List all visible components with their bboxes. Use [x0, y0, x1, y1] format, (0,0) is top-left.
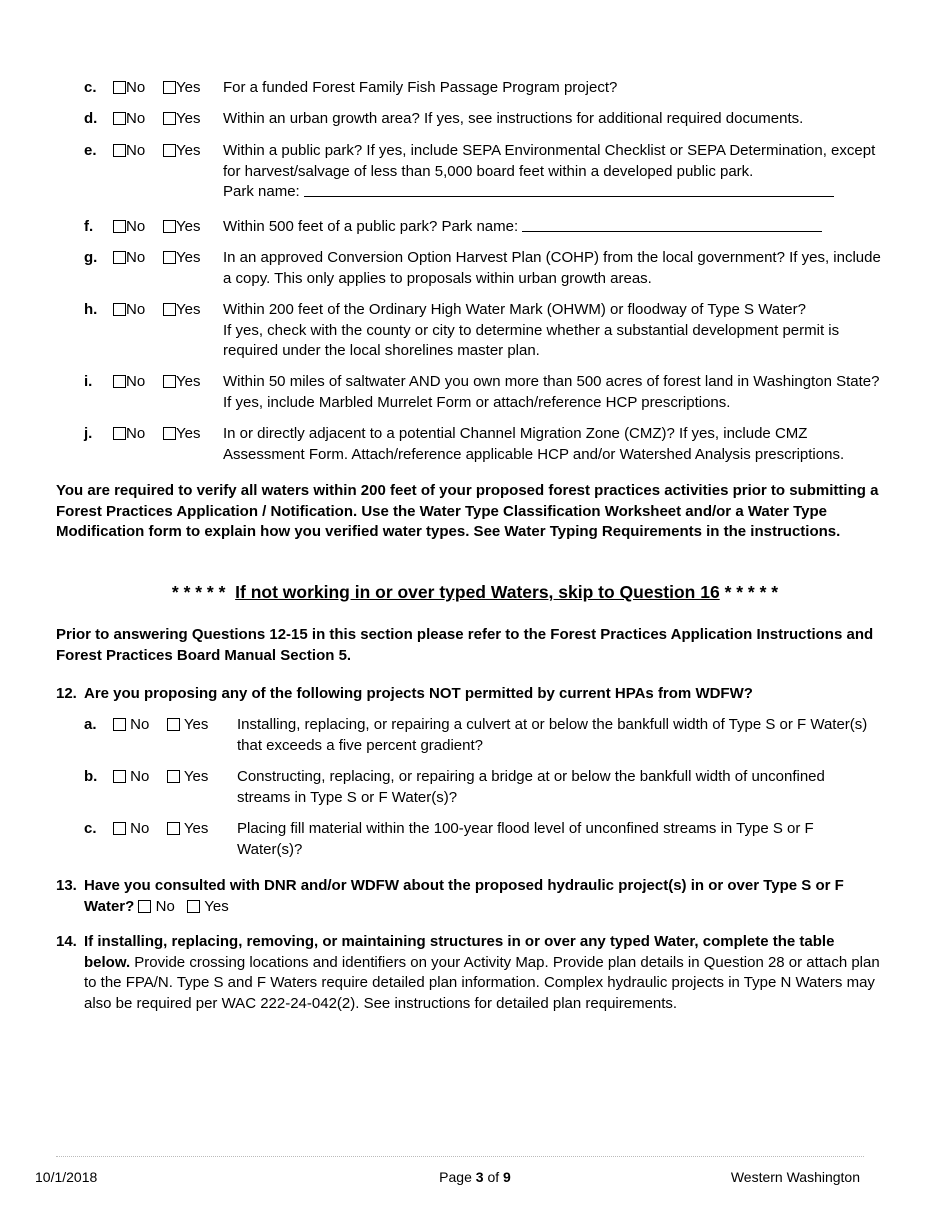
- yes-checkbox[interactable]: [163, 303, 176, 316]
- no-option[interactable]: No: [138, 898, 174, 915]
- no-option[interactable]: No: [113, 78, 145, 99]
- item-letter: f.: [84, 218, 94, 235]
- yes-checkbox[interactable]: [167, 822, 180, 835]
- verify-waters-paragraph: You are required to verify all waters within 200 feet of your proposed forest practices activities prior to submitting a Forest Practices Application / Notification. Use the Water Type Classification Worksheet and/or a Water Type Modification form to explain how you verified water types. See Water Typing Requirements in the instructions.: [56, 482, 879, 540]
- yes-option[interactable]: Yes: [163, 372, 200, 393]
- item-letter: b.: [84, 768, 98, 785]
- park-name-field[interactable]: [304, 182, 834, 197]
- no-option[interactable]: No: [113, 424, 145, 445]
- item-text: For a funded Forest Family Fish Passage Program project?: [223, 79, 618, 96]
- skip-stars-right: * * * * *: [724, 582, 779, 602]
- no-option[interactable]: No: [113, 767, 149, 788]
- item-text: Within 50 miles of saltwater AND you own more than 500 acres of forest land in Washington State? If yes, include Marbled Murrelet Form or attach/reference HCP prescriptions.: [223, 373, 880, 411]
- item-letter: i.: [84, 373, 93, 390]
- item-letter: c.: [84, 79, 97, 96]
- no-option[interactable]: No: [113, 300, 145, 321]
- yes-checkbox[interactable]: [163, 144, 176, 157]
- item-text: In or directly adjacent to a potential Channel Migration Zone (CMZ)? If yes, include CMZ Assessment Form. Attach/reference applicable HCP and/or Watershed Analysis prescriptions.: [223, 425, 845, 463]
- item-letter: d.: [84, 110, 98, 127]
- item-letter: c.: [84, 820, 97, 837]
- no-checkbox[interactable]: [113, 427, 126, 440]
- item-text: Installing, replacing, or repairing a culvert at or below the bankfull width of Type S or F Water(s) that exceeds a five percent gradient?: [237, 716, 868, 754]
- yes-checkbox[interactable]: [163, 375, 176, 388]
- park-name-field[interactable]: [522, 217, 822, 232]
- skip-stars-left: * * * * *: [171, 582, 226, 602]
- no-checkbox[interactable]: [113, 144, 126, 157]
- item-letter: j.: [84, 425, 93, 442]
- item-text: Constructing, replacing, or repairing a bridge at or below the bankfull width of unconfined streams in Type S or F Water(s)?: [237, 768, 825, 806]
- yes-option[interactable]: Yes: [163, 141, 200, 162]
- yes-option[interactable]: Yes: [163, 248, 200, 269]
- yes-checkbox[interactable]: [163, 112, 176, 125]
- no-option[interactable]: No: [113, 372, 145, 393]
- no-option[interactable]: No: [113, 141, 145, 162]
- no-checkbox[interactable]: [113, 770, 126, 783]
- item-text: Within 200 feet of the Ordinary High Water Mark (OHWM) or floodway of Type S Water?: [223, 301, 806, 318]
- no-checkbox[interactable]: [138, 900, 151, 913]
- no-checkbox[interactable]: [113, 303, 126, 316]
- item-text: Within 500 feet of a public park? Park name:: [223, 218, 519, 235]
- no-option[interactable]: No: [113, 109, 145, 130]
- item-letter: h.: [84, 301, 98, 318]
- yes-option[interactable]: Yes: [167, 819, 208, 840]
- item-text: Within a public park? If yes, include SEPA Environmental Checklist or SEPA Determination, except for harvest/salvage of less than 5,000 board feet within a developed public park.: [223, 142, 876, 180]
- no-checkbox[interactable]: [113, 251, 126, 264]
- yes-option[interactable]: Yes: [163, 78, 200, 99]
- item-text-continued: If yes, check with the county or city to determine whether a substantial development permit is required under the local shorelines master plan.: [223, 321, 840, 359]
- question-text: Provide crossing locations and identifiers on your Activity Map. Provide plan details in Question 28 or attach plan to the FPA/N. Type S and F Waters require detailed plan information. Complex hydraulic projects in Type N Waters may also be required per WAC 222-24-042(2). See instructions for detailed plan requirements.: [84, 953, 880, 1012]
- yes-option[interactable]: Yes: [163, 424, 200, 445]
- skip-notice-text: If not working in or over typed Waters, skip to Question 16: [235, 582, 720, 602]
- item-text: Placing fill material within the 100-year flood level of unconfined streams in Type S or F Water(s)?: [237, 820, 814, 858]
- yes-checkbox[interactable]: [187, 900, 200, 913]
- footer-divider: [56, 1156, 864, 1157]
- item-text: In an approved Conversion Option Harvest Plan (COHP) from the local government? If yes, include a copy. This only applies to proposals within urban growth areas.: [223, 249, 881, 287]
- footer-region: Western Washington: [730, 1169, 860, 1185]
- question-number: 12.: [56, 685, 77, 702]
- item-letter: e.: [84, 142, 97, 159]
- question-text: Are you proposing any of the following projects NOT permitted by current HPAs from WDFW?: [84, 685, 753, 702]
- skip-notice: [0, 582, 950, 603]
- footer-page-number: Page 3 of 9: [439, 1169, 511, 1185]
- yes-checkbox[interactable]: [163, 81, 176, 94]
- no-checkbox[interactable]: [113, 81, 126, 94]
- question-text-bold: If installing, replacing, removing, or maintaining structures in or over any typed Water, complete the table below.: [84, 933, 835, 971]
- no-checkbox[interactable]: [113, 718, 126, 731]
- yes-checkbox[interactable]: [163, 251, 176, 264]
- yes-option[interactable]: Yes: [167, 767, 208, 788]
- prior-instructions-paragraph: Prior to answering Questions 12-15 in this section please refer to the Forest Practices Application Instructions and Forest Practices Board Manual Section 5.: [56, 626, 874, 664]
- yes-checkbox[interactable]: [167, 770, 180, 783]
- yes-checkbox[interactable]: [163, 220, 176, 233]
- yes-option[interactable]: Yes: [163, 109, 200, 130]
- no-checkbox[interactable]: [113, 220, 126, 233]
- yes-checkbox[interactable]: [163, 427, 176, 440]
- yes-option[interactable]: Yes: [187, 898, 228, 915]
- item-letter: a.: [84, 716, 97, 733]
- question-number: 13.: [56, 877, 77, 894]
- no-option[interactable]: No: [113, 217, 145, 238]
- no-option[interactable]: No: [113, 715, 149, 736]
- park-name-label: Park name:: [223, 183, 300, 200]
- yes-option[interactable]: Yes: [167, 715, 208, 736]
- yes-option[interactable]: Yes: [163, 300, 200, 321]
- no-option[interactable]: No: [113, 819, 149, 840]
- no-checkbox[interactable]: [113, 822, 126, 835]
- no-checkbox[interactable]: [113, 375, 126, 388]
- yes-checkbox[interactable]: [167, 718, 180, 731]
- yes-option[interactable]: Yes: [163, 217, 200, 238]
- item-letter: g.: [84, 249, 98, 266]
- no-option[interactable]: No: [113, 248, 145, 269]
- footer-date: 10/1/2018: [35, 1169, 98, 1185]
- no-checkbox[interactable]: [113, 112, 126, 125]
- question-number: 14.: [56, 933, 77, 950]
- item-text: Within an urban growth area? If yes, see instructions for additional required documents.: [223, 110, 804, 127]
- question-text: Have you consulted with DNR and/or WDFW about the proposed hydraulic project(s) in or over Type S or F Water?: [84, 877, 844, 915]
